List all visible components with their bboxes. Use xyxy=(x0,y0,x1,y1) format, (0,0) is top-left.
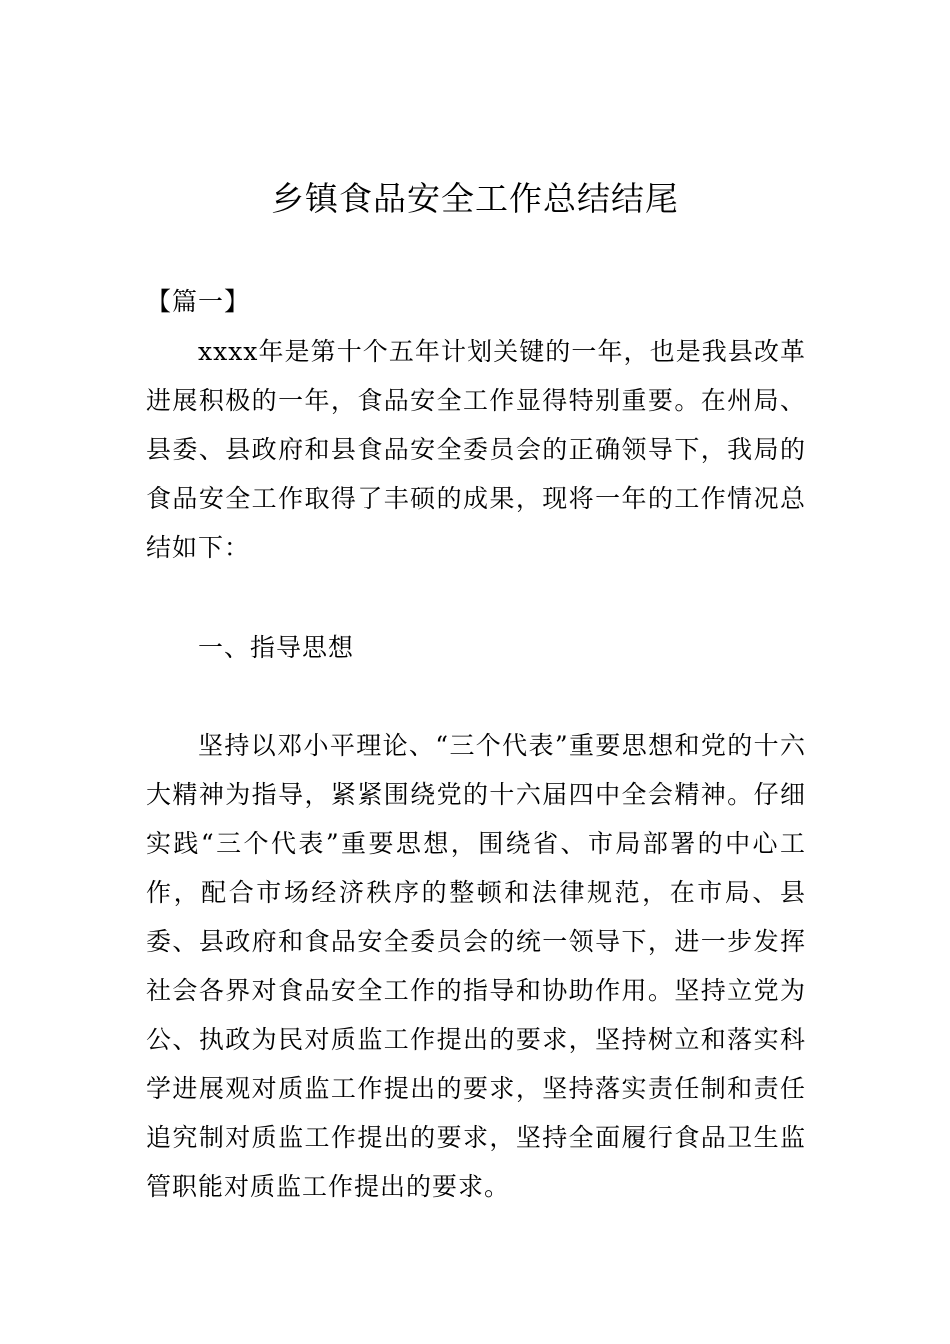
paragraph-guiding-ideology: 坚持以邓小平理论、“三个代表”重要思想和党的十六大精神为指导，紧紧围绕党的十六届四中全会精神。仔细实践“三个代表”重要思想，围绕省、市局部署的中心工作，配合市场经济秩序的整顿和法律规范，在市局、县委、县政府和食品安全委员会的统一领导下，进一步发挥社会各界对食品安全工作的指导和协助作用。坚持立党为公、执政为民对质监工作提出的要求，坚持树立和落实科学进展观对质监工作提出的要求，坚持落实责任制和责任追究制对质监工作提出的要求，坚持全面履行食品卫生监管职能对质监工作提出的要求。 xyxy=(146,731,806,1201)
paragraph-intro: xxxx年是第十个五年计划关键的一年，也是我县改革进展积极的一年，食品安全工作显得特别重要。在州局、县委、县政府和县食品安全委员会的正确领导下，我局的食品安全工作取得了丰硕的成果，现将一年的工作情况总结如下： xyxy=(146,337,806,562)
document-title: 乡镇食品安全工作总结结尾 xyxy=(271,179,679,218)
section-heading: 一、指导思想 xyxy=(198,633,355,662)
section-label: 【篇一】 xyxy=(146,287,251,316)
